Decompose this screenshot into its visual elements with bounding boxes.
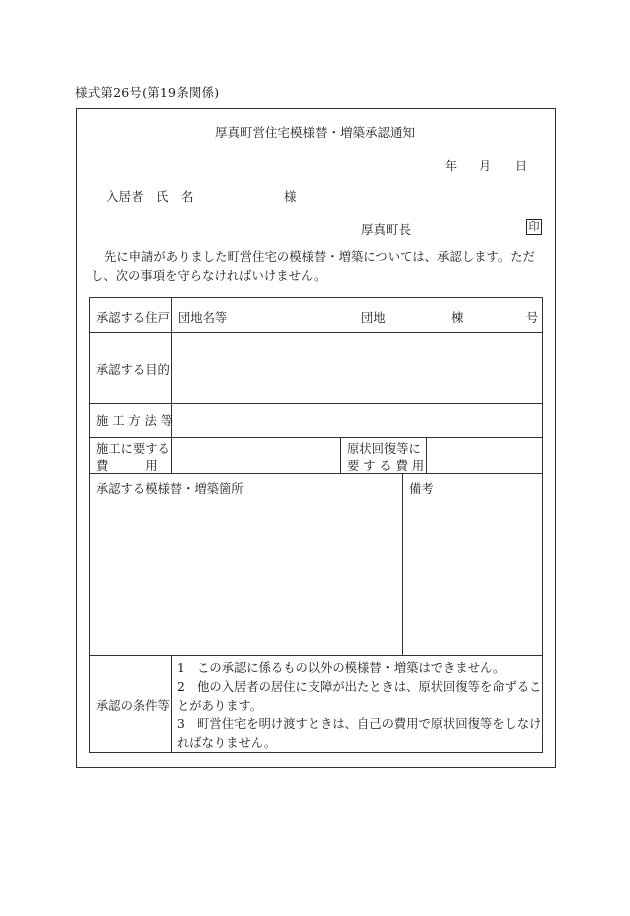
restore-cost-label-line1: 原状回復等に	[347, 442, 421, 456]
body-text: 先に申請がありました町営住宅の模様替・増築については、承認します。ただし、次の事項を守らなければいけません。	[91, 250, 535, 283]
condition-item	[177, 715, 543, 752]
label-column-divider	[171, 298, 172, 473]
building-label: 棟	[451, 311, 464, 325]
number-label: 号	[526, 311, 539, 325]
remarks-label: 備考	[409, 482, 434, 496]
row-divider	[90, 473, 543, 474]
honorific: 様	[284, 189, 297, 204]
location-label: 承認する模様替・増築箇所	[96, 482, 244, 496]
conditions-label: 承認の条件等	[96, 699, 170, 713]
cost-divider	[340, 437, 341, 473]
row-divider	[90, 332, 543, 333]
complex-name-label: 団地名等	[178, 311, 228, 325]
purpose-label: 承認する目的	[96, 363, 170, 377]
condition-item: 1 この承認に係るもの以外の模様替・増築はできません。	[177, 661, 506, 675]
date-month: 月	[479, 159, 492, 173]
row-divider	[90, 655, 543, 656]
date-day: 日	[515, 159, 528, 173]
dwelling-label: 承認する住戸	[96, 311, 170, 325]
cost-divider	[426, 437, 427, 473]
document-title: 厚真町営住宅模様替・増築承認通知	[214, 125, 415, 140]
condition-text: 3 町営住宅を明け渡すときは、自己の費用で原状回復等をしなければなりません。	[177, 717, 542, 750]
label-column-divider	[171, 655, 172, 753]
form-number: 様式第26号(第19条関係)	[75, 85, 220, 100]
method-label: 施 工 方 法 等	[96, 414, 174, 428]
resident-name-label: 入居者 氏 名	[106, 189, 194, 204]
seal-mark: 印	[526, 219, 542, 235]
date-line	[445, 157, 527, 174]
cost-label-line2: 費 用	[96, 459, 158, 473]
complex-label: 団地	[361, 311, 386, 325]
restore-cost-label-line2: 要 す る 費 用	[347, 459, 425, 473]
date-year: 年	[445, 159, 458, 173]
remarks-divider	[402, 473, 403, 655]
row-divider	[90, 403, 543, 404]
row-divider	[90, 437, 543, 438]
condition-text: 2 他の入居者の居住に支障が出たときは、原状回復等を命ずることがあります。	[177, 680, 542, 713]
cost-label-line1: 施工に要する	[96, 442, 170, 456]
issuer-name: 厚真町長	[361, 222, 412, 237]
condition-item	[177, 678, 543, 715]
approval-table	[89, 297, 543, 753]
